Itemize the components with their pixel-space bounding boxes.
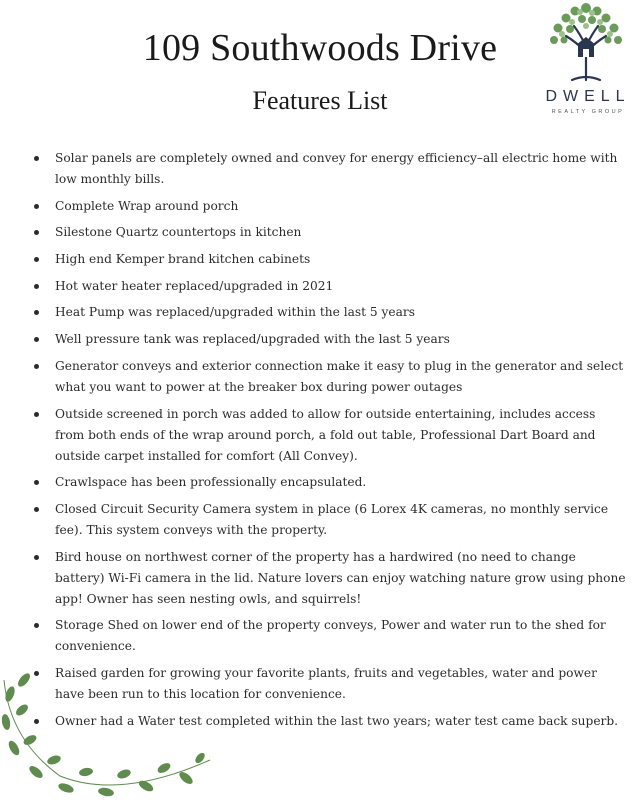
- list-item: Closed Circuit Security Camera system in place (6 Lorex 4K cameras, no monthly service fee). This system conveys with the property.: [26, 499, 626, 541]
- list-item: Hot water heater replaced/upgraded in 2021: [26, 276, 626, 297]
- list-item: Storage Shed on lower end of the property conveys, Power and water run to the shed for convenience.: [26, 615, 626, 657]
- list-item: Well pressure tank was replaced/upgraded with the last 5 years: [26, 329, 626, 350]
- list-item: Complete Wrap around porch: [26, 196, 626, 217]
- list-item: Heat Pump was replaced/upgraded within the last 5 years: [26, 302, 626, 323]
- features-list: [26, 148, 626, 737]
- list-item: Crawlspace has been professionally encapsulated.: [26, 472, 626, 493]
- list-item: Outside screened in porch was added to allow for outside entertaining, includes access from both ends of the wrap around porch, a fold out table, Professional Dart Board and outside carpet installed for comfort (All Convey).: [26, 404, 626, 467]
- vine-leaves-decoration: [0, 660, 220, 803]
- logo-name: DWELL: [545, 88, 631, 105]
- list-item: Raised garden for growing your favorite plants, fruits and vegetables, water and power have been run to this location for convenience.: [26, 663, 626, 705]
- list-item: Silestone Quartz countertops in kitchen: [26, 222, 626, 243]
- page-title: 109 Southwoods Drive: [142, 27, 498, 69]
- list-item: Bird house on northwest corner of the property has a hardwired (no need to change battery) Wi-Fi camera in the lid. Nature lovers can enjoy watching nature grow using phone app! Owner has seen nesting owls, and squirrels!: [26, 547, 626, 610]
- list-item: Solar panels are completely owned and convey for energy efficiency–all electric home with low monthly bills.: [26, 148, 626, 190]
- logo-tagline: REALTY GROUP: [551, 109, 625, 115]
- list-item: Generator conveys and exterior connection make it easy to plug in the generator and select what you want to power at the breaker box during power outages: [26, 356, 626, 398]
- list-item: Owner had a Water test completed within the last two years; water test came back superb.: [26, 711, 626, 732]
- tree-icon: [542, 0, 630, 82]
- page-subtitle: Features List: [252, 86, 388, 115]
- list-item: High end Kemper brand kitchen cabinets: [26, 249, 626, 270]
- dwell-logo: [530, 0, 640, 125]
